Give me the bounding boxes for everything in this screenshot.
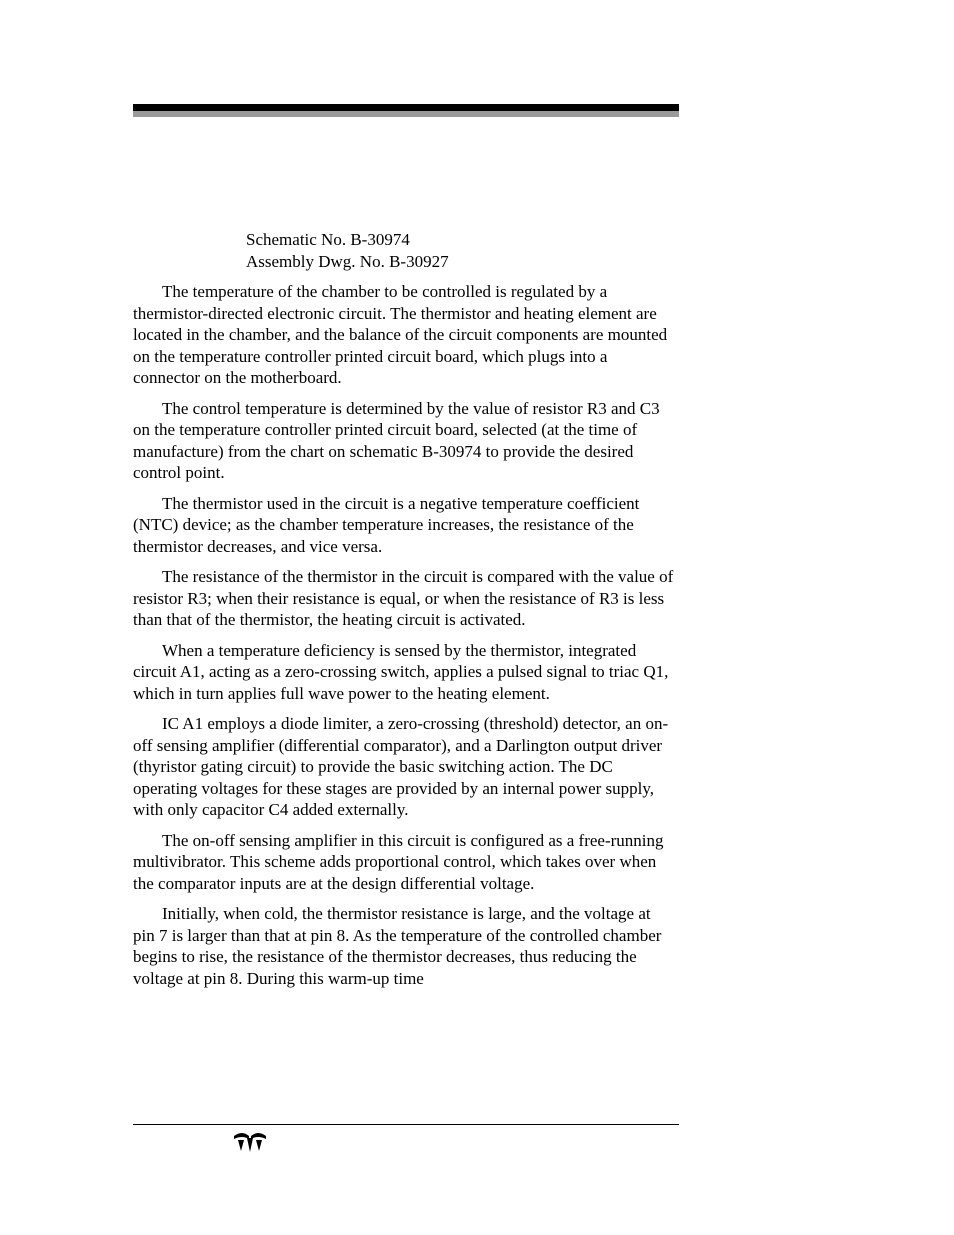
paragraph: Initially, when cold, the thermistor resistance is large, and the voltage at pin 7 is larger than that at pin 8. As the temperature of the controlled chamber begins to rise, the resistance of the thermistor decreases, thus reducing the voltage at pin 8. During this warm-up time xyxy=(133,904,662,988)
paragraph: The resistance of the thermistor in the circuit is compared with the value of resistor R3; when their resistance is equal, or when the resistance of R3 is less than that of the thermistor, the heating circuit is activated. xyxy=(133,567,674,629)
paragraph: The control temperature is determined by the value of resistor R3 and C3 on the temperature controller printed circuit board, selected (at the time of manufacture) from the chart on schematic B-30974 to provide the desired control point. xyxy=(133,398,660,482)
footer-rule xyxy=(133,1124,679,1125)
header-rule xyxy=(133,104,679,111)
paragraph: The thermistor used in the circuit is a negative temperature coefficient (NTC) device; as the chamber temperature increases, the resistance of the thermistor decreases, and vice versa. xyxy=(133,493,640,556)
assembly-drawing-number: Assembly Dwg. No. B-30927 xyxy=(246,251,449,271)
body-text xyxy=(133,281,675,998)
reference-block xyxy=(246,229,449,272)
paragraph: IC A1 employs a diode limiter, a zero-crossing (threshold) detector, an on-off sensing amplifier (differential comparator), and a Darlington output driver (thyristor gating circuit) to provide the basic switching action. The DC operating voltages for these stages are provided by an internal power supply, with only capacitor C4 added externally. xyxy=(133,714,669,819)
paragraph: The temperature of the chamber to be controlled is regulated by a thermistor-directed electronic circuit. The thermistor and heating element are located in the chamber, and the balance of the circuit components are mounted on the temperature controller printed circuit board, which plugs into a connector on the motherboard. xyxy=(133,282,668,387)
header-rule-shadow xyxy=(133,111,679,117)
schematic-number: Schematic No. B-30974 xyxy=(246,230,410,249)
paragraph: When a temperature deficiency is sensed by the thermistor, integrated circuit A1, acting as a zero-crossing switch, applies a pulsed signal to triac Q1, which in turn applies full wave power to the heating element. xyxy=(133,640,669,703)
paragraph: The on-off sensing amplifier in this circuit is configured as a free-running multivibrator. This scheme adds proportional control, which takes over when the comparator inputs are at the design differential voltage. xyxy=(133,830,664,893)
teledyne-logo-icon xyxy=(232,1131,268,1153)
